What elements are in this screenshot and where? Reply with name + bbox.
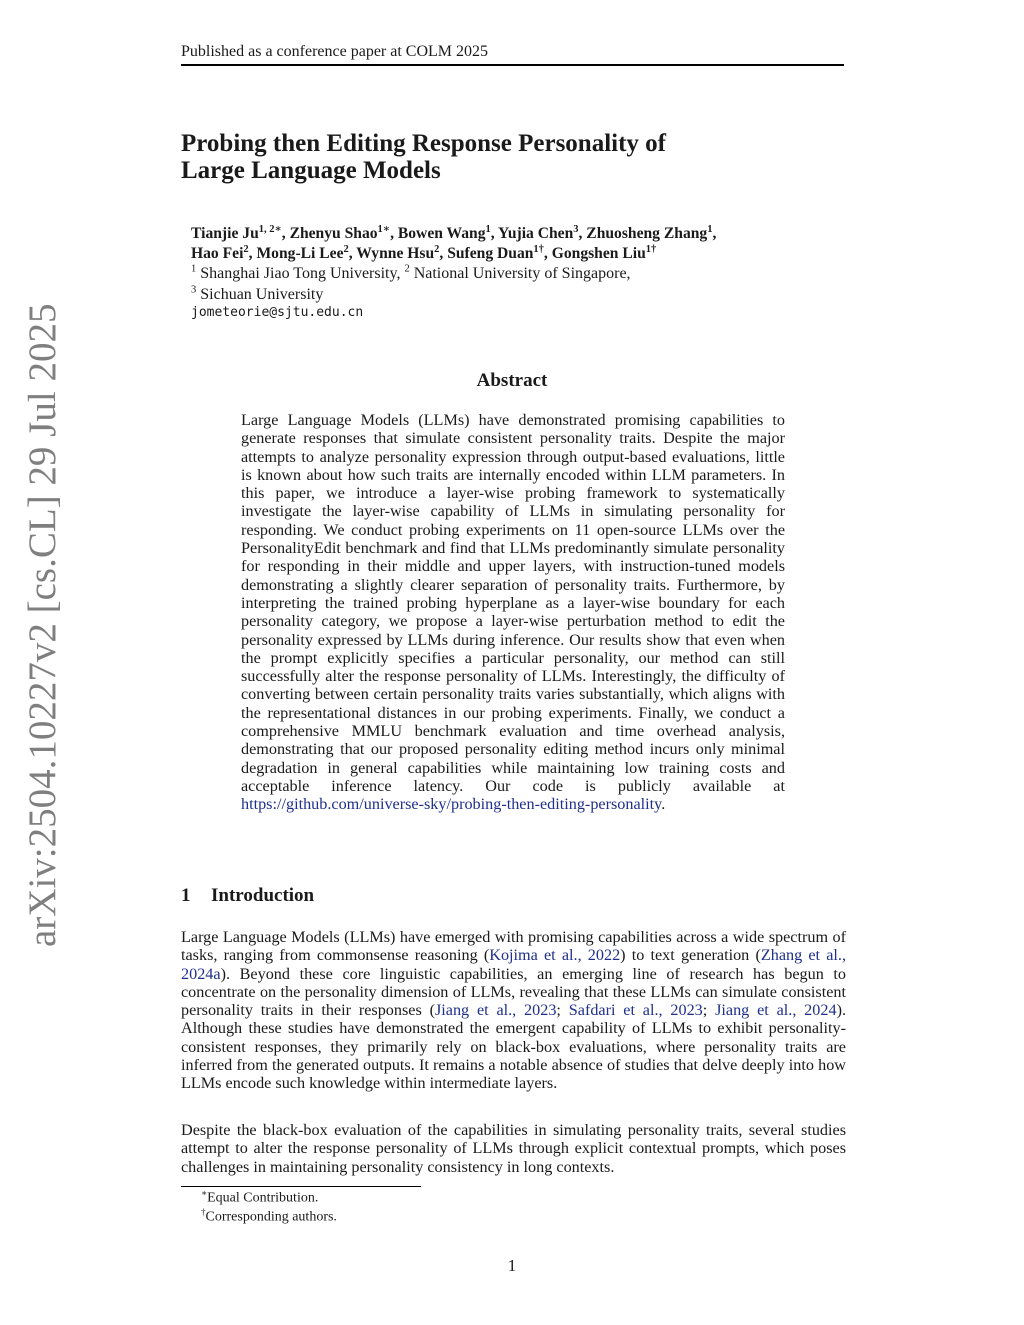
citation-link[interactable]: Zhang et al., 2024a [181,946,847,983]
author-name: Hao Fei [191,245,244,262]
author-name: Gongshen Liu [551,245,646,262]
contact-email[interactable]: jometeorie@sjtu.edu.cn [191,305,364,320]
section-number: 1 [181,885,191,906]
abstract-heading: Abstract [476,370,548,391]
affiliation-nus: National University of Singapore, [413,265,631,282]
code-link[interactable]: https://github.com/universe-sky/probing-then-editing-personality [241,795,662,814]
abstract-body [241,411,785,814]
citation-link[interactable]: Jiang et al., 2024 [715,1001,837,1020]
paragraph-text: ) to text generation ( [620,946,761,965]
author-separator: , [490,225,498,242]
author-separator: , [712,225,717,242]
author-affiliation-mark: 2 [243,243,249,255]
author-affiliation-mark: 1 [377,223,383,235]
affiliation-mark: 3 [191,284,197,296]
abstract-end: . [661,795,666,814]
intro-paragraph-2: Despite the black-box evaluation of the capabilities in simulating personality traits, several studies attempt to alter the response personality of LLMs through explicit contextual prompts, which poses challenges in maintaining personality consistency in long contexts. [181,1121,846,1176]
author-separator: , [578,225,587,242]
author-separator: , [281,225,290,242]
paragraph-text: ). Although these studies have demonstrated the emergent capability of LLMs to exhibit personality-consistent responses, they primarily rely on black-box evaluations, where personality traits are inferred from the generated outputs. It remains a notable absence of studies that delve deeply into how LLMs encode such knowledge within intermediate layers. [181,1001,846,1093]
author-separator: , [248,245,257,262]
section-title: Introduction [211,885,315,906]
author-affiliation-mark: 1 [645,243,652,255]
author-separator: , [348,245,357,262]
header-rule [181,64,844,66]
author-name: Sufeng Duan [447,245,534,262]
arxiv-stamp: arXiv:2504.10227v2 [cs.CL] 29 Jul 2025 [21,303,64,947]
section-heading [181,885,314,907]
affiliation-line-2 [191,284,831,305]
intro-paragraph-1 [181,928,846,1093]
author-name: Zhuosheng Zhang [586,225,708,242]
author-note-mark: ∗ [274,223,282,235]
affiliation-mark: 2 [404,263,410,275]
author-list [191,224,831,264]
author-name: Yujia Chen [498,225,574,242]
author-separator: , [543,245,552,262]
author-affiliation-mark: 1 [707,223,713,235]
author-affiliation-mark: 2 [343,243,349,255]
citation-link[interactable]: Kojima et al., 2022 [489,946,621,965]
author-name: Zhenyu Shao [289,225,378,242]
citation-link[interactable]: Jiang et al., 2023 [434,1001,557,1020]
author-separator: , [439,245,448,262]
title-line-1: Probing then Editing Response Personality of [181,130,666,157]
author-affiliation-mark: 1, 2 [258,223,275,235]
author-separator: , [390,225,398,242]
footnote-text: Equal Contribution. [207,1190,319,1206]
author-note-mark: † [538,243,544,255]
footnote-text: Corresponding authors. [205,1209,337,1225]
footnote-equal-contribution [201,1188,318,1207]
affiliation-sjtu: Shanghai Jiao Tong University, [200,265,401,282]
affiliation-mark: 1 [191,263,197,275]
author-name: Mong-Li Lee [256,245,344,262]
paragraph-text: Large Language Models (LLMs) have emerged with promising capabilities across a wide spectrum of tasks, ranging from commonsense reasoning ( [181,928,846,965]
paragraph-text: ; [556,1001,569,1020]
affiliation-sichuan: Sichuan University [200,286,324,303]
running-header: Published as a conference paper at COLM 2025 [181,43,489,60]
abstract-text: Large Language Models (LLMs) have demonstrated promising capabilities to generate responses that simulate consistent personality traits. Despite the major attempts to analyze personality expression through output-based evaluations, little is known about how such traits are internally encoded within LLM parameters. In this paper, we introduce a layer-wise probing framework to systematically investigate the layer-wise capability of LLMs in simulating personality for responding. We conduct probing experiments on 11 open-source LLMs over the PersonalityEdit benchmark and find that LLMs predominantly simulate personality for responding in their middle and upper layers, with instruction-tuned models demonstrating a slightly clearer separation of personality traits. Furthermore, by interpreting the trained probing hyperplane as a layer-wise boundary for each personality category, we propose a layer-wise perturbation method to edit the personality expressed by LLMs during inference. Our results show that even when the prompt explicitly specifies a particular personality, our method can still successfully alter the response personality of LLMs. Interestingly, the difficulty of converting between certain personality traits varies substantially, which aligns with the representational distances in our probing experiments. Finally, we conduct a comprehensive MMLU benchmark evaluation and time overhead analysis, demonstrating that our proposed personality editing method incurs only minimal degradation in general capabilities while maintaining low training costs and acceptable inference latency. Our code is publicly available at [241,411,785,795]
page-number: 1 [507,1256,517,1275]
author-affiliation-mark: 1 [485,223,491,235]
footnote-mark: † [201,1207,206,1217]
affiliation-line-1 [191,263,831,284]
author-affiliation-mark: 1 [533,243,539,255]
affiliations [191,263,831,305]
citation-link[interactable]: Safdari et al., 2023 [568,1001,703,1020]
paper-title [181,130,821,184]
author-name: Tianjie Ju [191,225,259,242]
author-name: Bowen Wang [397,225,486,242]
footnote-rule [181,1186,421,1187]
paragraph-text: ; [702,1001,716,1020]
footnote-corresponding [201,1207,337,1226]
footnote-mark: ∗ [201,1188,208,1198]
author-affiliation-mark: 2 [434,243,440,255]
author-note-mark: † [651,243,657,255]
author-note-mark: ∗ [382,223,391,235]
author-affiliation-mark: 3 [573,223,579,235]
author-name: Wynne Hsu [356,245,435,262]
paragraph-text: ). Beyond these core linguistic capabilities, an emerging line of research has begun to concentrate on the personality dimension of LLMs, revealing that these LLMs can simulate consistent personality traits in their responses ( [181,964,846,1020]
title-line-2: Large Language Models [181,157,441,184]
